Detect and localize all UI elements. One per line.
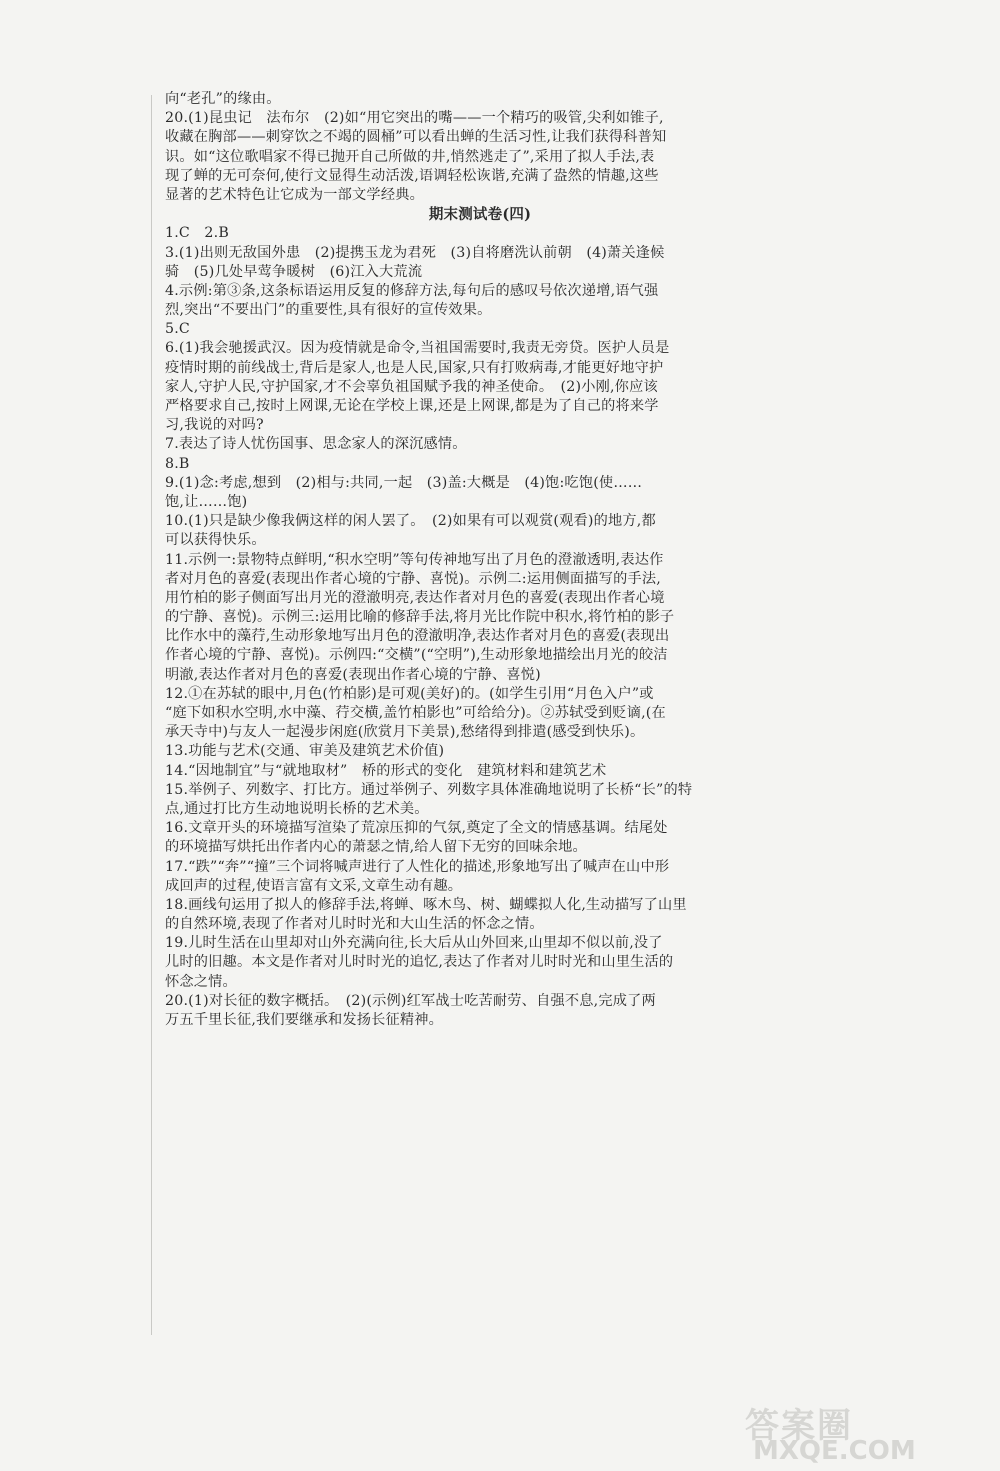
text-line: 识。如“这位歌唱家不得已抛开自己所做的井,悄然逃走了”,采用了拟人手法,表 [165, 148, 655, 165]
site-watermark [745, 1398, 985, 1468]
text-line: 承天寺中)与友人一起漫步闲庭(欣赏月下美景),愁绪得到排遣(感受到快乐)。 [165, 724, 645, 741]
text-line: 可以获得快乐。 [165, 532, 266, 549]
text-line: 疫情时期的前线战士,背后是家人,也是人民,国家,只有打败病毒,才能更好地守护 [165, 359, 664, 376]
text-line: 1.C 2.B [165, 225, 229, 242]
text-line: 者对月色的喜爱(表现出作者心境的宁静、喜悦)。示例二:运用侧面描写的手法, [165, 570, 661, 587]
text-line: 成回声的过程,使语言富有文采,文章生动有趣。 [165, 877, 463, 894]
text-line: 4.示例:第③条,这条标语运用反复的修辞方法,每句后的感叹号依次递增,语气强 [165, 282, 659, 299]
text-line: 习,我说的对吗? [165, 417, 264, 434]
text-line: 严格要求自己,按时上网课,无论在学校上课,还是上网课,都是为了自己的将来学 [165, 398, 659, 414]
text-line: 11.示例一:景物特点鲜明,“积水空明”等句传神地写出了月色的澄澈透明,表达作 [165, 551, 664, 568]
text-line: 点,通过打比方生动地说明长桥的艺术美。 [165, 800, 429, 817]
text-line: 9.(1)念:考虑,想到 (2)相与:共同,一起 (3)盖:大概是 (4)饱:吃饱(使…… [165, 474, 643, 491]
watermark-logo-text: 答案圈 [745, 1406, 853, 1446]
text-line: 收藏在胸部——刺穿饮之不竭的圆桶”可以看出蝉的生活习性,让我们获得科普知 [165, 129, 667, 146]
text-line: 20.(1)对长征的数字概括。 (2)(示例)红军战士吃苦耐劳、自强不息,完成了两 [165, 992, 656, 1009]
text-line: 10.(1)只是缺少像我俩这样的闲人罢了。 (2)如果有可以观赏(观看)的地方,都 [165, 513, 656, 530]
text-line: 17.“跌”“奔”“撞”三个词将喊声进行了人性化的描述,形象地写出了喊声在山中形 [165, 858, 670, 875]
text-line: 6.(1)我会驰援武汉。因为疫情就是命令,当祖国需要时,我责无旁贷。医护人员是 [165, 340, 670, 357]
text-line: 19.儿时生活在山里却对山外充满向往,长大后从山外回来,山里却不似以前,没了 [165, 935, 663, 952]
text-line: 8.B [165, 455, 190, 472]
text-line: 的宁静、喜悦)。示例三:运用比喻的修辞手法,将月光比作院中积水,将竹柏的影子 [165, 609, 675, 626]
answers-final-test-4 [165, 224, 795, 1030]
text-line: 3.(1)出则无敌国外患 (2)提携玉龙为君死 (3)自将磨洗认前朝 (4)萧关逢候 [165, 244, 665, 261]
margin-rule [151, 95, 152, 1335]
text-line: 明澈,表达作者对月色的喜爱(表现出作者心境的宁静、喜悦) [165, 666, 541, 683]
text-line: 20.(1)昆虫记 法布尔 (2)如“用它突出的嘴——一个精巧的吸管,尖利如锥子, [165, 110, 664, 127]
text-line: 万五千里长征,我们要继承和发扬长征精神。 [165, 1012, 444, 1028]
text-line: 的自然环境,表现了作者对儿时时光和大山生活的怀念之情。 [165, 916, 544, 933]
text-line: 14.“因地制宜”与“就地取材” 桥的形式的变化 建筑材料和建筑艺术 [165, 762, 607, 779]
answers-previous-test [165, 90, 795, 205]
text-line: 13.功能与艺术(交通、审美及建筑艺术价值) [165, 743, 445, 760]
text-line: 15.举例子、列数字、打比方。通过举例子、列数字具体准确地说明了长桥“长”的特 [165, 781, 693, 798]
text-line: 作者心境的宁静、喜悦)。示例四:“交横”(“空明”),生动形象地描绘出月光的皎洁 [165, 647, 668, 664]
text-line: 烈,突出“不要出门”的重要性,具有很好的宣传效果。 [165, 302, 492, 319]
text-line: 比作水中的藻荇,生动形象地写出月色的澄澈明净,表达作者对月色的喜爱(表现出 [165, 628, 670, 645]
text-line: 向“老孔”的缘由。 [165, 91, 281, 107]
text-line: 显著的艺术特色让它成为一部文学经典。 [165, 186, 424, 203]
text-line: 饱,让……饱) [165, 493, 248, 510]
text-line: 怀念之情。 [165, 973, 237, 990]
text-line: 用竹柏的影子侧面写出月光的澄澈明亮,表达作者对月色的喜爱(表现出作者心境 [165, 589, 665, 606]
text-line: 儿时的旧趣。本文是作者对儿时时光的追忆,表达了作者对儿时时光和山里生活的 [165, 954, 674, 971]
text-line: 7.表达了诗人忧伤国事、思念家人的深沉感情。 [165, 436, 467, 453]
text-line: 5.C [165, 321, 190, 338]
watermark-url: MXQE.COM [753, 1436, 916, 1466]
text-line: “庭下如积水空明,水中藻、荇交横,盖竹柏影也”可给给分)。②苏轼受到贬谪,(在 [165, 705, 666, 721]
text-line: 18.画线句运用了拟人的修辞手法,将蝉、啄木鸟、树、蝴蝶拟人化,生动描写了山里 [165, 896, 687, 913]
text-line: 的环境描写烘托出作者内心的萧瑟之情,给人留下无穷的回味余地。 [165, 839, 587, 856]
section-title: 期末测试卷(四) [428, 206, 532, 224]
text-line: 家人,守护人民,守护国家,才不会辜负祖国赋予我的神圣使命。 (2)小刚,你应该 [165, 378, 658, 395]
answer-text-column [165, 90, 795, 1030]
text-line: 现了蝉的无可奈何,使行文显得生动活泼,语调轻松诙谐,充满了盎然的情趣,这些 [165, 167, 659, 184]
text-line: 12.①在苏轼的眼中,月色(竹柏影)是可观(美好)的。(如学生引用“月色入户”或 [165, 685, 654, 702]
text-line: 骑 (5)几处早莺争暖树 (6)江入大荒流 [165, 263, 423, 280]
text-line: 16.文章开头的环境描写渲染了荒凉压抑的气氛,奠定了全文的情感基调。结尾处 [165, 820, 668, 837]
